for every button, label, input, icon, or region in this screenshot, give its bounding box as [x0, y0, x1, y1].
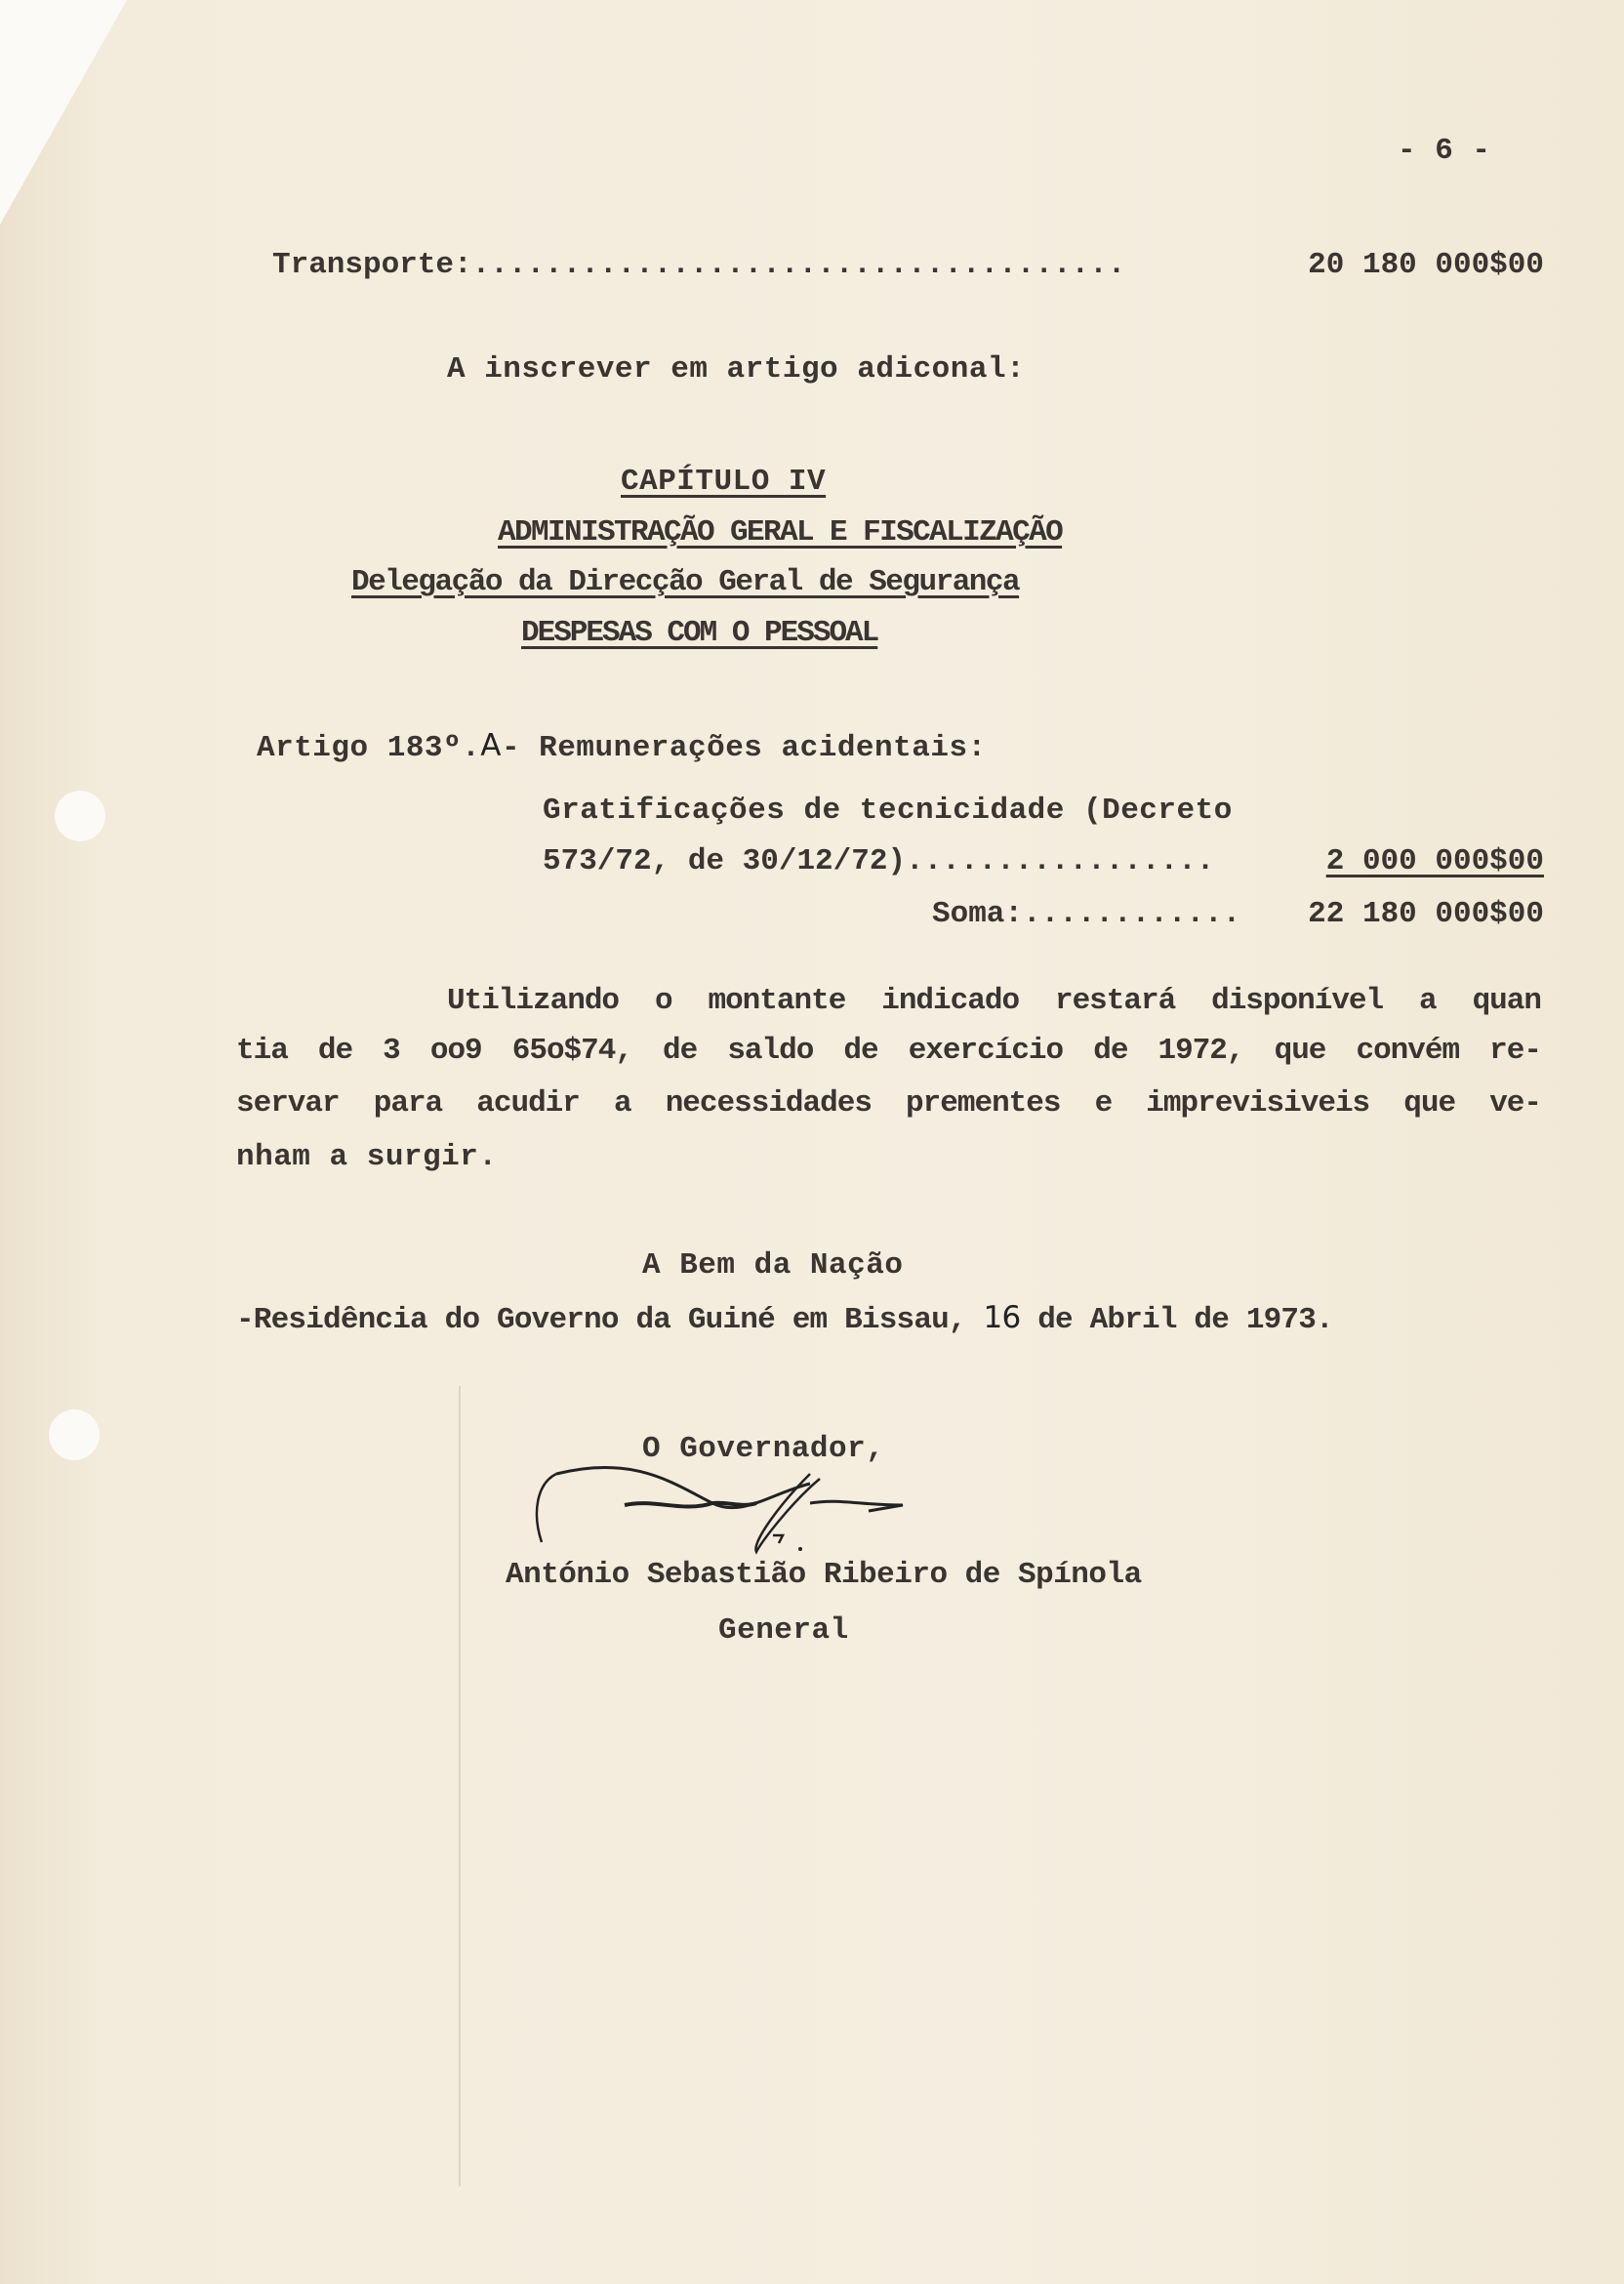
folded-corner	[0, 0, 127, 224]
transporte-amount: 20 180 000$00	[1308, 248, 1544, 282]
item-line-2	[543, 844, 1544, 879]
soma-line	[932, 897, 1544, 932]
place-date-prefix: -Residência do Governo da Guiné em Bissau,	[236, 1303, 984, 1337]
item-line-1: Gratificações de tecnicidade (Decreto	[543, 794, 1233, 828]
soma-label: Soma:............	[932, 897, 1241, 931]
transporte-line	[272, 248, 1544, 283]
item-text: 573/72, de 30/12/72).................	[543, 844, 1215, 878]
page-number: - 6 -	[1398, 134, 1491, 168]
paragraph-line: tia de 3 oo9 65o$74, de saldo de exercício de 1972, que convém re-	[236, 1034, 1541, 1068]
soma-amount: 22 180 000$00	[1308, 897, 1544, 931]
place-date-suffix: de Abril de 1973.	[1020, 1303, 1333, 1337]
intro-heading: A inscrever em artigo adiconal:	[447, 352, 1026, 387]
signatory-role: O Governador,	[642, 1432, 885, 1466]
leader-dots: ....................................	[471, 248, 1126, 282]
place-date	[236, 1300, 1333, 1338]
article-label: Artigo 183º.	[257, 731, 481, 765]
chapter-section: ADMINISTRAÇÃO GERAL E FISCALIZAÇÃO	[498, 515, 1063, 550]
signatory-rank: General	[718, 1613, 849, 1648]
handwritten-letter: A	[480, 728, 502, 763]
handwritten-signature	[517, 1445, 947, 1562]
signatory-name: António Sebastião Ribeiro de Spínola	[506, 1558, 1142, 1592]
article-title: - Remunerações acidentais:	[501, 731, 987, 765]
chapter-subtitle: DESPESAS COM O PESSOAL	[521, 616, 878, 650]
paragraph-line: Utilizando o montante indicado restará disponível a quan	[447, 984, 1541, 1018]
chapter-title: CAPÍTULO IV	[621, 465, 827, 499]
chapter-delegation: Delegação da Direcção Geral de Segurança	[351, 565, 1020, 599]
punch-hole	[49, 1409, 100, 1460]
crease-line	[459, 1386, 461, 2186]
handwritten-day: 16	[983, 1300, 1021, 1335]
item-amount: 2 000 000$00	[1325, 844, 1544, 878]
salutation: A Bem da Nação	[642, 1248, 904, 1283]
transporte-label: Transporte:	[272, 248, 472, 282]
article-heading	[257, 728, 987, 766]
paragraph-line: nham a surgir.	[236, 1140, 498, 1174]
punch-hole	[55, 791, 105, 841]
paragraph-line: servar para acudir a necessidades prementes e imprevisiveis que ve-	[236, 1086, 1541, 1121]
